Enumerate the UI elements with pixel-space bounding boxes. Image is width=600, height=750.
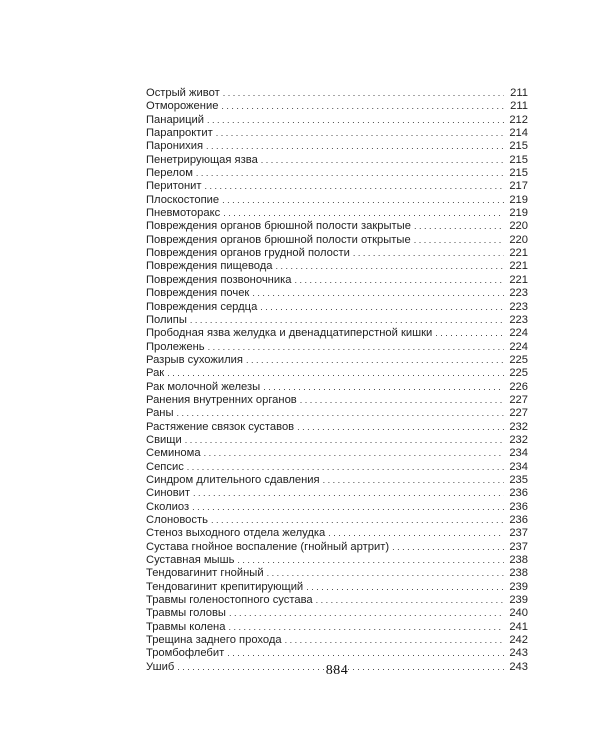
toc-entry-title: Повреждения органов грудной полости [146, 247, 350, 260]
dot-leader [221, 100, 504, 113]
dot-leader [252, 287, 504, 300]
toc-entry-page: 226 [509, 380, 528, 393]
toc-entry [146, 541, 528, 554]
toc-entry-title: Прободная язва желудка и двенадцатиперстной кишки [146, 327, 433, 340]
dot-leader [276, 260, 504, 273]
toc-entry-page: 217 [509, 180, 528, 193]
dot-leader [208, 341, 504, 354]
toc-entry [146, 367, 528, 380]
toc-entry-title: Разрыв сухожилия [146, 353, 243, 366]
page-number: 884 [325, 663, 349, 678]
toc-entry-title: Пенетрирующая язва [146, 153, 258, 166]
toc-entry [146, 87, 528, 100]
toc-entry-page: 211 [510, 100, 528, 113]
toc-entry-page: 215 [509, 140, 528, 153]
dot-leader [211, 514, 504, 527]
toc-entry-page: 223 [509, 300, 528, 313]
toc-entry [146, 154, 528, 167]
toc-entry [146, 647, 528, 660]
toc-entry-page: 236 [509, 514, 528, 526]
dot-leader [435, 327, 504, 340]
dot-leader [261, 154, 504, 167]
toc-entry-page: 220 [509, 233, 528, 246]
toc-entry-page: 238 [509, 567, 528, 580]
toc-entry-page: 224 [509, 327, 528, 340]
toc-entry-title: Стеноз выходного отдела желудка [146, 527, 326, 540]
dot-leader [177, 407, 504, 420]
toc-entry-title: Слоновость [146, 514, 208, 526]
dot-leader [193, 487, 504, 500]
toc-entry-title: Тендовагинит крепитирующий [146, 580, 304, 593]
toc-entry-title: Семинома [146, 447, 201, 460]
toc-entry-title: Паронихия [146, 140, 204, 153]
toc-entry-page: 215 [509, 153, 528, 166]
dot-leader [223, 87, 504, 100]
toc-entry [146, 220, 528, 233]
toc-entry [146, 247, 528, 260]
dot-leader [167, 367, 504, 380]
toc-entry [146, 327, 528, 340]
toc-entry-title: Сколиоз [146, 500, 190, 513]
toc-entry [146, 407, 528, 420]
toc-entry [146, 434, 528, 447]
toc-entry-page: 235 [509, 473, 528, 486]
table-of-contents [146, 87, 528, 674]
toc-entry-page: 232 [509, 420, 528, 433]
dot-leader [300, 394, 504, 407]
toc-entry-page: 227 [509, 407, 528, 420]
toc-entry-title: Рак [146, 367, 165, 380]
toc-entry-page: 243 [509, 647, 528, 660]
dot-leader [297, 421, 504, 434]
toc-entry-page: 212 [509, 113, 528, 126]
dot-leader [328, 527, 504, 540]
toc-entry [146, 207, 528, 220]
toc-entry-title: Рак молочной железы [146, 380, 261, 393]
toc-entry [146, 527, 528, 540]
dot-leader [237, 554, 504, 567]
dot-leader [223, 207, 504, 220]
toc-entry-title: Пневмоторакс [146, 207, 221, 220]
dot-leader [392, 541, 504, 554]
toc-entry-title: Ранения внутренних органов [146, 393, 297, 406]
toc-entry-page: 225 [509, 367, 528, 380]
toc-entry-title: Травмы колена [146, 620, 226, 633]
toc-entry-page: 227 [509, 393, 528, 406]
dot-leader [185, 434, 504, 447]
toc-entry-title: Повреждения органов брюшной полости открытые [146, 233, 411, 246]
toc-entry-page: 241 [509, 620, 528, 633]
toc-entry-page: 238 [509, 554, 528, 567]
toc-entry [146, 447, 528, 460]
toc-entry-page: 242 [509, 634, 528, 647]
toc-entry-title: Острый живот [146, 87, 220, 99]
toc-entry-page: 240 [509, 607, 528, 620]
toc-entry [146, 381, 528, 394]
dot-leader [260, 301, 504, 314]
toc-entry-page: 219 [509, 207, 528, 220]
toc-entry [146, 567, 528, 580]
toc-entry-page: 219 [509, 193, 528, 206]
toc-entry [146, 394, 528, 407]
toc-entry [146, 100, 528, 113]
toc-entry [146, 194, 528, 207]
toc-entry-page: 215 [509, 167, 528, 180]
dot-leader [228, 621, 504, 634]
toc-entry [146, 634, 528, 647]
dot-leader [190, 314, 504, 327]
toc-entry-title: Панариций [146, 113, 205, 126]
toc-entry-title: Трещина заднего прохода [146, 634, 282, 647]
toc-entry [146, 127, 528, 140]
toc-entry-page: 224 [509, 340, 528, 353]
toc-entry-title: Перитонит [146, 180, 202, 193]
dot-leader [263, 381, 504, 394]
toc-entry-title: Парапроктит [146, 127, 213, 140]
toc-entry-page: 221 [509, 260, 528, 273]
dot-leader [294, 274, 504, 287]
toc-entry-title: Синдром длительного сдавления [146, 473, 320, 486]
toc-entry-page: 236 [509, 487, 528, 500]
toc-entry [146, 554, 528, 567]
dot-leader [204, 447, 504, 460]
toc-entry-title: Тромбофлебит [146, 647, 225, 660]
toc-entry-title: Повреждения почек [146, 287, 250, 300]
toc-entry [146, 354, 528, 367]
toc-entry-title: Раны [146, 407, 174, 420]
toc-entry-title: Отморожение [146, 100, 219, 113]
toc-entry [146, 287, 528, 300]
toc-entry-title: Сепсис [146, 460, 184, 473]
toc-entry [146, 260, 528, 273]
toc-entry-page: 234 [509, 460, 528, 473]
toc-entry [146, 140, 528, 153]
dot-leader [216, 127, 504, 140]
toc-entry [146, 581, 528, 594]
dot-leader [323, 474, 504, 487]
toc-entry [146, 461, 528, 474]
dot-leader [246, 354, 504, 367]
toc-entry-page: 232 [509, 433, 528, 446]
toc-entry-title: Травмы головы [146, 607, 226, 620]
toc-entry-title: Повреждения позвоночника [146, 273, 292, 286]
toc-entry [146, 421, 528, 434]
toc-entry [146, 180, 528, 193]
dot-leader [227, 647, 504, 660]
toc-entry-title: Повреждения пищевода [146, 260, 273, 273]
toc-entry-title: Тендовагинит гнойный [146, 567, 264, 580]
toc-entry [146, 274, 528, 287]
toc-entry [146, 514, 528, 527]
toc-entry-page: 223 [509, 287, 528, 300]
toc-entry-title: Повреждения сердца [146, 300, 258, 313]
toc-entry-title: Перелом [146, 167, 193, 180]
dot-leader [306, 581, 504, 594]
toc-entry-page: 236 [509, 500, 528, 513]
toc-entry [146, 167, 528, 180]
toc-entry-page: 225 [509, 353, 528, 366]
dot-leader [267, 567, 504, 580]
toc-entry-page: 237 [509, 540, 528, 553]
toc-entry [146, 474, 528, 487]
toc-entry-page: 234 [509, 447, 528, 460]
dot-leader [222, 194, 504, 207]
toc-entry-title: Растяжение связок суставов [146, 420, 295, 433]
toc-entry-title: Повреждения органов брюшной полости закрытые [146, 220, 411, 233]
toc-entry [146, 341, 528, 354]
toc-entry [146, 114, 528, 127]
dot-leader [192, 501, 504, 514]
toc-entry-title: Сустава гнойное воспаление (гнойный артрит) [146, 540, 390, 553]
toc-entry [146, 501, 528, 514]
toc-entry-title: Свищи [146, 433, 182, 446]
toc-entry [146, 314, 528, 327]
dot-leader [207, 114, 504, 127]
toc-entry-page: 239 [509, 594, 528, 607]
dot-leader [414, 234, 504, 247]
toc-entry-title: Полипы [146, 313, 187, 326]
dot-leader [414, 220, 504, 233]
toc-entry-title: Синовит [146, 487, 191, 500]
toc-entry [146, 487, 528, 500]
toc-entry-page: 239 [509, 580, 528, 593]
dot-leader [285, 634, 504, 647]
toc-entry [146, 621, 528, 634]
toc-entry-title: Травмы голеностопного сустава [146, 594, 313, 607]
dot-leader [196, 167, 504, 180]
dot-leader [205, 180, 504, 193]
toc-entry [146, 607, 528, 620]
dot-leader [229, 607, 504, 620]
dot-leader [316, 594, 504, 607]
dot-leader [187, 461, 504, 474]
toc-entry [146, 594, 528, 607]
toc-entry [146, 234, 528, 247]
toc-entry-title: Ушиб [146, 660, 175, 673]
toc-entry-page: 243 [509, 660, 528, 673]
toc-entry [146, 301, 528, 314]
toc-entry-page: 220 [509, 220, 528, 233]
toc-entry-page: 223 [509, 313, 528, 326]
toc-entry-page: 214 [509, 127, 528, 140]
toc-entry-title: Плоскостопие [146, 193, 220, 206]
toc-entry-page: 221 [509, 247, 528, 260]
toc-entry-page: 237 [509, 527, 528, 540]
toc-entry-title: Пролежень [146, 340, 205, 353]
toc-entry-title: Суставная мышь [146, 554, 235, 567]
dot-leader [353, 247, 504, 260]
toc-entry-page: 211 [510, 87, 528, 99]
toc-entry-page: 221 [509, 273, 528, 286]
dot-leader [206, 140, 504, 153]
